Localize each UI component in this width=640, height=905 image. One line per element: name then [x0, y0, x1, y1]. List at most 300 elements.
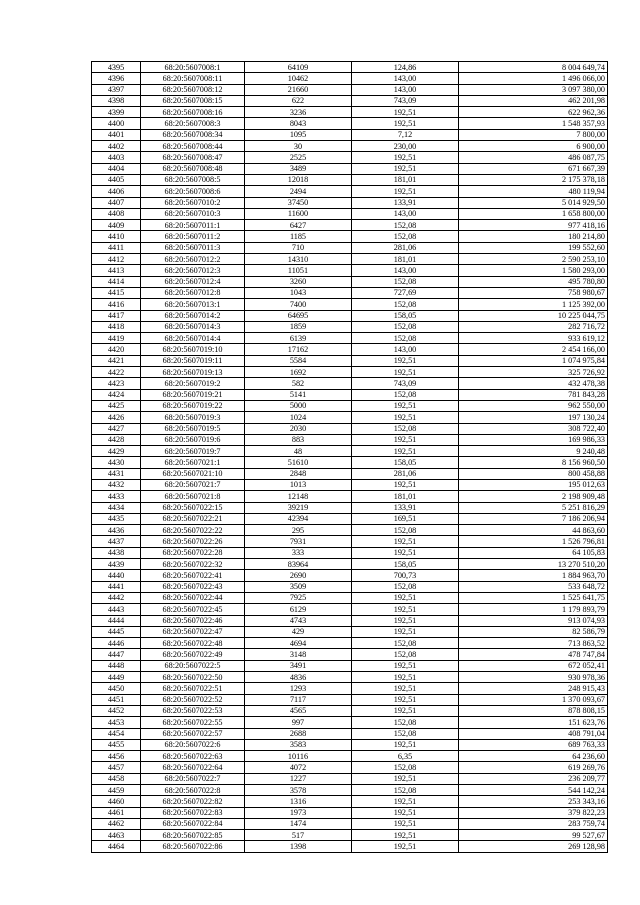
area-cell: 11600 [245, 208, 352, 219]
row-number-cell: 4414 [92, 276, 141, 287]
specific-value-cell: 152,08 [352, 717, 459, 728]
table-row [92, 705, 608, 716]
cadastral-number-cell: 68:20:5607011:1 [141, 220, 245, 231]
cadastral-value-cell: 44 863,60 [459, 525, 608, 536]
specific-value-cell: 743,09 [352, 95, 459, 106]
row-number-cell: 4400 [92, 118, 141, 129]
cadastral-value-cell: 2 175 378,18 [459, 174, 608, 185]
area-cell: 2690 [245, 570, 352, 581]
table-row [92, 683, 608, 694]
table-row [92, 423, 608, 434]
area-cell: 12018 [245, 174, 352, 185]
cadastral-value-cell: 2 198 909,48 [459, 491, 608, 502]
cadastral-number-cell: 68:20:5607012:2 [141, 254, 245, 265]
cadastral-number-cell: 68:20:5607022:5 [141, 660, 245, 671]
specific-value-cell: 6,35 [352, 751, 459, 762]
area-cell: 2688 [245, 728, 352, 739]
cadastral-value-cell: 1 370 093,67 [459, 694, 608, 705]
row-number-cell: 4411 [92, 242, 141, 253]
cadastral-number-cell: 68:20:5607022:50 [141, 672, 245, 683]
cadastral-value-cell: 544 142,24 [459, 785, 608, 796]
cadastral-value-cell: 180 214,80 [459, 231, 608, 242]
row-number-cell: 4445 [92, 626, 141, 637]
cadastral-number-cell: 68:20:5607019:10 [141, 344, 245, 355]
specific-value-cell: 152,08 [352, 728, 459, 739]
row-number-cell: 4444 [92, 615, 141, 626]
specific-value-cell: 281,06 [352, 242, 459, 253]
cadastral-value-cell: 977 418,16 [459, 220, 608, 231]
specific-value-cell: 192,51 [352, 672, 459, 683]
table-row [92, 344, 608, 355]
table-row [92, 107, 608, 118]
cadastral-value-cell: 480 119,94 [459, 186, 608, 197]
cadastral-number-cell: 68:20:5607022:85 [141, 830, 245, 841]
area-cell: 42394 [245, 513, 352, 524]
row-number-cell: 4417 [92, 310, 141, 321]
cadastral-number-cell: 68:20:5607022:32 [141, 559, 245, 570]
cadastral-number-cell: 68:20:5607014:2 [141, 310, 245, 321]
area-cell: 2848 [245, 468, 352, 479]
area-cell: 333 [245, 547, 352, 558]
area-cell: 17162 [245, 344, 352, 355]
row-number-cell: 4418 [92, 321, 141, 332]
cadastral-value-cell: 6 900,00 [459, 141, 608, 152]
table-row [92, 434, 608, 445]
table-row [92, 186, 608, 197]
cadastral-number-cell: 68:20:5607019:13 [141, 367, 245, 378]
cadastral-value-cell: 478 747,84 [459, 649, 608, 660]
cadastral-value-cell: 671 667,39 [459, 163, 608, 174]
specific-value-cell: 152,08 [352, 299, 459, 310]
area-cell: 37450 [245, 197, 352, 208]
specific-value-cell: 192,51 [352, 118, 459, 129]
area-cell: 1293 [245, 683, 352, 694]
row-number-cell: 4423 [92, 378, 141, 389]
specific-value-cell: 192,51 [352, 434, 459, 445]
row-number-cell: 4446 [92, 638, 141, 649]
table-row [92, 638, 608, 649]
area-cell: 1692 [245, 367, 352, 378]
specific-value-cell: 192,51 [352, 626, 459, 637]
row-number-cell: 4396 [92, 73, 141, 84]
cadastral-value-cell: 800 458,88 [459, 468, 608, 479]
table-row [92, 367, 608, 378]
cadastral-number-cell: 68:20:5607022:8 [141, 785, 245, 796]
row-number-cell: 4415 [92, 287, 141, 298]
table-row [92, 163, 608, 174]
table-row [92, 310, 608, 321]
cadastral-number-cell: 68:20:5607021:10 [141, 468, 245, 479]
specific-value-cell: 181,01 [352, 491, 459, 502]
specific-value-cell: 143,00 [352, 84, 459, 95]
cadastral-number-cell: 68:20:5607008:6 [141, 186, 245, 197]
row-number-cell: 4413 [92, 265, 141, 276]
table-row [92, 62, 608, 73]
cadastral-value-cell: 533 648,72 [459, 581, 608, 592]
area-cell: 3583 [245, 739, 352, 750]
specific-value-cell: 152,08 [352, 581, 459, 592]
area-cell: 2030 [245, 423, 352, 434]
cadastral-number-cell: 68:20:5607008:47 [141, 152, 245, 163]
area-cell: 1013 [245, 479, 352, 490]
area-cell: 582 [245, 378, 352, 389]
row-number-cell: 4407 [92, 197, 141, 208]
cadastral-number-cell: 68:20:5607022:6 [141, 739, 245, 750]
cadastral-value-cell: 1 548 357,93 [459, 118, 608, 129]
cadastral-value-cell: 169 986,33 [459, 434, 608, 445]
cadastral-number-cell: 68:20:5607022:86 [141, 841, 245, 852]
specific-value-cell: 152,08 [352, 321, 459, 332]
specific-value-cell: 192,51 [352, 536, 459, 547]
area-cell: 12148 [245, 491, 352, 502]
specific-value-cell: 7,12 [352, 129, 459, 140]
area-cell: 21660 [245, 84, 352, 95]
row-number-cell: 4412 [92, 254, 141, 265]
specific-value-cell: 152,08 [352, 423, 459, 434]
area-cell: 997 [245, 717, 352, 728]
table-row [92, 660, 608, 671]
cadastral-number-cell: 68:20:5607019:5 [141, 423, 245, 434]
cadastral-number-cell: 68:20:5607022:53 [141, 705, 245, 716]
table-row [92, 559, 608, 570]
table-row [92, 208, 608, 219]
table-row [92, 751, 608, 762]
cadastral-value-cell: 5 014 929,50 [459, 197, 608, 208]
area-cell: 4565 [245, 705, 352, 716]
area-cell: 6139 [245, 333, 352, 344]
specific-value-cell: 169,51 [352, 513, 459, 524]
row-number-cell: 4399 [92, 107, 141, 118]
row-number-cell: 4459 [92, 785, 141, 796]
cadastral-value-cell: 672 052,41 [459, 660, 608, 671]
area-cell: 4743 [245, 615, 352, 626]
specific-value-cell: 158,05 [352, 310, 459, 321]
row-number-cell: 4416 [92, 299, 141, 310]
cadastral-value-cell: 151 623,76 [459, 717, 608, 728]
cadastral-value-cell: 99 527,67 [459, 830, 608, 841]
cadastral-number-cell: 68:20:5607010:3 [141, 208, 245, 219]
table-row [92, 762, 608, 773]
cadastral-number-cell: 68:20:5607008:16 [141, 107, 245, 118]
specific-value-cell: 192,51 [352, 694, 459, 705]
specific-value-cell: 192,51 [352, 186, 459, 197]
cadastral-value-cell: 199 552,60 [459, 242, 608, 253]
cadastral-value-cell: 1 525 641,75 [459, 592, 608, 603]
row-number-cell: 4409 [92, 220, 141, 231]
specific-value-cell: 192,51 [352, 355, 459, 366]
table-row [92, 231, 608, 242]
specific-value-cell: 192,51 [352, 739, 459, 750]
cadastral-number-cell: 68:20:5607021:7 [141, 479, 245, 490]
table-row [92, 389, 608, 400]
cadastral-number-cell: 68:20:5607022:83 [141, 807, 245, 818]
table-row [92, 479, 608, 490]
cadastral-value-cell: 689 763,33 [459, 739, 608, 750]
cadastral-number-cell: 68:20:5607022:28 [141, 547, 245, 558]
cadastral-value-cell: 308 722,40 [459, 423, 608, 434]
specific-value-cell: 192,51 [352, 705, 459, 716]
table-body [92, 62, 608, 853]
cadastral-value-cell: 253 343,16 [459, 796, 608, 807]
cadastral-value-cell: 8 004 649,74 [459, 62, 608, 73]
cadastral-value-cell: 619 269,76 [459, 762, 608, 773]
table-row [92, 276, 608, 287]
cadastral-number-cell: 68:20:5607022:63 [141, 751, 245, 762]
table-row [92, 129, 608, 140]
table-row [92, 739, 608, 750]
specific-value-cell: 124,86 [352, 62, 459, 73]
area-cell: 48 [245, 446, 352, 457]
area-cell: 1024 [245, 412, 352, 423]
row-number-cell: 4455 [92, 739, 141, 750]
row-number-cell: 4454 [92, 728, 141, 739]
table-row [92, 491, 608, 502]
table-row [92, 796, 608, 807]
cadastral-value-cell: 486 087,75 [459, 152, 608, 163]
table-row [92, 333, 608, 344]
table-row [92, 468, 608, 479]
table-row [92, 818, 608, 829]
area-cell: 1316 [245, 796, 352, 807]
row-number-cell: 4461 [92, 807, 141, 818]
cadastral-number-cell: 68:20:5607014:4 [141, 333, 245, 344]
area-cell: 39219 [245, 502, 352, 513]
cadastral-value-cell: 713 863,52 [459, 638, 608, 649]
cadastral-number-cell: 68:20:5607019:7 [141, 446, 245, 457]
row-number-cell: 4432 [92, 479, 141, 490]
row-number-cell: 4441 [92, 581, 141, 592]
row-number-cell: 4448 [92, 660, 141, 671]
row-number-cell: 4458 [92, 773, 141, 784]
row-number-cell: 4398 [92, 95, 141, 106]
area-cell: 3491 [245, 660, 352, 671]
cadastral-value-cell: 248 915,43 [459, 683, 608, 694]
row-number-cell: 4428 [92, 434, 141, 445]
cadastral-number-cell: 68:20:5607008:5 [141, 174, 245, 185]
row-number-cell: 4406 [92, 186, 141, 197]
cadastral-number-cell: 68:20:5607010:2 [141, 197, 245, 208]
specific-value-cell: 143,00 [352, 73, 459, 84]
cadastral-value-cell: 10 225 044,75 [459, 310, 608, 321]
cadastral-value-cell: 283 759,74 [459, 818, 608, 829]
cadastral-number-cell: 68:20:5607012:8 [141, 287, 245, 298]
cadastral-value-cell: 325 726,92 [459, 367, 608, 378]
row-number-cell: 4438 [92, 547, 141, 558]
table-row [92, 457, 608, 468]
row-number-cell: 4408 [92, 208, 141, 219]
cadastral-number-cell: 68:20:5607019:11 [141, 355, 245, 366]
specific-value-cell: 143,00 [352, 344, 459, 355]
cadastral-value-cell: 282 716,72 [459, 321, 608, 332]
cadastral-number-cell: 68:20:5607022:49 [141, 649, 245, 660]
area-cell: 517 [245, 830, 352, 841]
cadastral-number-cell: 68:20:5607022:7 [141, 773, 245, 784]
area-cell: 30 [245, 141, 352, 152]
area-cell: 64695 [245, 310, 352, 321]
table-row [92, 649, 608, 660]
specific-value-cell: 181,01 [352, 174, 459, 185]
area-cell: 6427 [245, 220, 352, 231]
table-row [92, 604, 608, 615]
table-row [92, 220, 608, 231]
row-number-cell: 4436 [92, 525, 141, 536]
cadastral-value-cell: 2 454 166,00 [459, 344, 608, 355]
table-row [92, 581, 608, 592]
specific-value-cell: 192,51 [352, 796, 459, 807]
specific-value-cell: 152,08 [352, 525, 459, 536]
cadastral-value-cell: 64 105,83 [459, 547, 608, 558]
cadastral-value-cell: 1 658 800,00 [459, 208, 608, 219]
table-row [92, 412, 608, 423]
table-row [92, 299, 608, 310]
table-row [92, 592, 608, 603]
specific-value-cell: 700,73 [352, 570, 459, 581]
area-cell: 7400 [245, 299, 352, 310]
cadastral-number-cell: 68:20:5607019:6 [141, 434, 245, 445]
table-row [92, 785, 608, 796]
cadastral-value-cell: 495 780,80 [459, 276, 608, 287]
table-row [92, 152, 608, 163]
specific-value-cell: 192,51 [352, 773, 459, 784]
table-row [92, 570, 608, 581]
cadastral-number-cell: 68:20:5607022:52 [141, 694, 245, 705]
cadastral-number-cell: 68:20:5607022:47 [141, 626, 245, 637]
area-cell: 64109 [245, 62, 352, 73]
cadastral-value-cell: 236 209,77 [459, 773, 608, 784]
cadastral-number-cell: 68:20:5607008:15 [141, 95, 245, 106]
table-row [92, 536, 608, 547]
table-row [92, 254, 608, 265]
cadastral-number-cell: 68:20:5607022:48 [141, 638, 245, 649]
cadastral-number-cell: 68:20:5607021:8 [141, 491, 245, 502]
table-row [92, 400, 608, 411]
specific-value-cell: 192,51 [352, 841, 459, 852]
table-row [92, 830, 608, 841]
row-number-cell: 4435 [92, 513, 141, 524]
cadastral-value-cell: 13 270 510,20 [459, 559, 608, 570]
row-number-cell: 4443 [92, 604, 141, 615]
cadastral-number-cell: 68:20:5607022:22 [141, 525, 245, 536]
area-cell: 5141 [245, 389, 352, 400]
row-number-cell: 4395 [92, 62, 141, 73]
area-cell: 710 [245, 242, 352, 253]
area-cell: 1227 [245, 773, 352, 784]
cadastral-number-cell: 68:20:5607012:4 [141, 276, 245, 287]
cadastral-number-cell: 68:20:5607008:48 [141, 163, 245, 174]
cadastral-number-cell: 68:20:5607008:12 [141, 84, 245, 95]
area-cell: 11051 [245, 265, 352, 276]
row-number-cell: 4451 [92, 694, 141, 705]
cadastral-number-cell: 68:20:5607022:84 [141, 818, 245, 829]
table-row [92, 355, 608, 366]
specific-value-cell: 727,69 [352, 287, 459, 298]
table-row [92, 197, 608, 208]
cadastral-value-cell: 7 800,00 [459, 129, 608, 140]
specific-value-cell: 743,09 [352, 378, 459, 389]
area-cell: 7931 [245, 536, 352, 547]
specific-value-cell: 192,51 [352, 107, 459, 118]
area-cell: 622 [245, 95, 352, 106]
specific-value-cell: 192,51 [352, 479, 459, 490]
area-cell: 1095 [245, 129, 352, 140]
area-cell: 10116 [245, 751, 352, 762]
area-cell: 1043 [245, 287, 352, 298]
cadastral-number-cell: 68:20:5607019:21 [141, 389, 245, 400]
area-cell: 4836 [245, 672, 352, 683]
row-number-cell: 4452 [92, 705, 141, 716]
table-row [92, 265, 608, 276]
cadastral-number-cell: 68:20:5607008:44 [141, 141, 245, 152]
area-cell: 3578 [245, 785, 352, 796]
table-row [92, 95, 608, 106]
table-row [92, 84, 608, 95]
cadastral-number-cell: 68:20:5607021:1 [141, 457, 245, 468]
specific-value-cell: 158,05 [352, 559, 459, 570]
cadastral-number-cell: 68:20:5607022:51 [141, 683, 245, 694]
specific-value-cell: 152,08 [352, 649, 459, 660]
cadastral-value-cell: 195 012,63 [459, 479, 608, 490]
specific-value-cell: 281,06 [352, 468, 459, 479]
specific-value-cell: 181,01 [352, 254, 459, 265]
area-cell: 1859 [245, 321, 352, 332]
cadastral-value-cell: 197 130,24 [459, 412, 608, 423]
row-number-cell: 4439 [92, 559, 141, 570]
area-cell: 4072 [245, 762, 352, 773]
specific-value-cell: 152,08 [352, 333, 459, 344]
row-number-cell: 4426 [92, 412, 141, 423]
area-cell: 6129 [245, 604, 352, 615]
cadastral-number-cell: 68:20:5607022:43 [141, 581, 245, 592]
cadastral-number-cell: 68:20:5607022:64 [141, 762, 245, 773]
cadastral-value-cell: 1 074 975,84 [459, 355, 608, 366]
cadastral-number-cell: 68:20:5607022:46 [141, 615, 245, 626]
specific-value-cell: 192,51 [352, 604, 459, 615]
specific-value-cell: 152,08 [352, 762, 459, 773]
row-number-cell: 4450 [92, 683, 141, 694]
cadastral-value-cell: 1 496 066,00 [459, 73, 608, 84]
cadastral-value-cell: 269 128,98 [459, 841, 608, 852]
row-number-cell: 4462 [92, 818, 141, 829]
cadastral-value-cell: 758 980,67 [459, 287, 608, 298]
specific-value-cell: 152,08 [352, 276, 459, 287]
row-number-cell: 4453 [92, 717, 141, 728]
row-number-cell: 4405 [92, 174, 141, 185]
area-cell: 1398 [245, 841, 352, 852]
cadastral-number-cell: 68:20:5607019:2 [141, 378, 245, 389]
area-cell: 1185 [245, 231, 352, 242]
specific-value-cell: 152,08 [352, 389, 459, 400]
row-number-cell: 4449 [92, 672, 141, 683]
specific-value-cell: 192,51 [352, 163, 459, 174]
cadastral-number-cell: 68:20:5607008:34 [141, 129, 245, 140]
row-number-cell: 4410 [92, 231, 141, 242]
cadastral-value-cell: 962 550,00 [459, 400, 608, 411]
specific-value-cell: 192,51 [352, 547, 459, 558]
area-cell: 2494 [245, 186, 352, 197]
cadastral-number-cell: 68:20:5607008:11 [141, 73, 245, 84]
cadastral-value-cell: 432 478,38 [459, 378, 608, 389]
specific-value-cell: 192,51 [352, 683, 459, 694]
row-number-cell: 4430 [92, 457, 141, 468]
cadastral-number-cell: 68:20:5607008:3 [141, 118, 245, 129]
specific-value-cell: 192,51 [352, 367, 459, 378]
row-number-cell: 4437 [92, 536, 141, 547]
cadastral-value-cell: 781 843,28 [459, 389, 608, 400]
row-number-cell: 4447 [92, 649, 141, 660]
area-cell: 3236 [245, 107, 352, 118]
row-number-cell: 4460 [92, 796, 141, 807]
table-row [92, 174, 608, 185]
